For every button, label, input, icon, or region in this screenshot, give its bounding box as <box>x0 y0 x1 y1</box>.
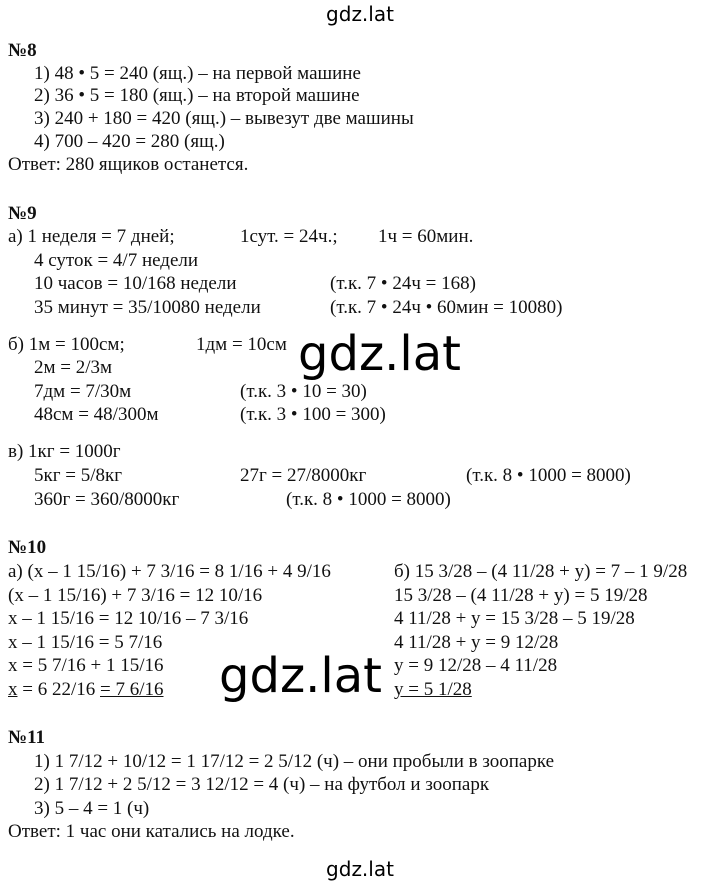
task9a-line1-c: 1ч = 60мин. <box>378 226 474 247</box>
task10b-line1: б) 15 3/28 – (4 11/28 + у) = 7 – 1 9/28 <box>394 561 688 582</box>
task10a-mid: = 6 22/16 <box>17 679 100 700</box>
task11-heading: №11 <box>8 727 46 748</box>
task9v-line3-b: (т.к. 8 • 1000 = 8000) <box>286 489 451 510</box>
task11-step-3: 3) 5 – 4 = 1 (ч) <box>34 798 150 819</box>
task10b-line6: у = 5 1/28 <box>394 679 472 700</box>
task10b-line2: 15 3/28 – (4 11/28 + у) = 5 19/28 <box>394 585 648 606</box>
task10b-line5: у = 9 12/28 – 4 11/28 <box>394 655 558 676</box>
watermark-middle-1: gdz.lat <box>298 326 461 382</box>
task9v-line2-b: 27г = 27/8000кг <box>240 465 367 486</box>
watermark-middle-2: gdz.lat <box>219 648 382 704</box>
task9v-line1: в) 1кг = 1000г <box>8 441 121 462</box>
task10a-line3: х – 1 15/16 = 12 10/16 – 7 3/16 <box>8 608 249 629</box>
task9b-line3-a: 7дм = 7/30м <box>34 381 132 402</box>
task8-step-4: 4) 700 – 420 = 280 (ящ.) <box>34 131 225 152</box>
task10a-line2: (х – 1 15/16) + 7 3/16 = 12 10/16 <box>8 585 263 606</box>
task9a-line4-b: (т.к. 7 • 24ч • 60мин = 10080) <box>330 297 563 318</box>
task9b-line2: 2м = 2/3м <box>34 357 113 378</box>
task9b-line3-b: (т.к. 3 • 10 = 30) <box>240 381 367 402</box>
task9-heading: №9 <box>8 203 37 224</box>
watermark-bottom: gdz.lat <box>326 857 394 881</box>
task9a-line3-a: 10 часов = 10/168 недели <box>34 273 237 294</box>
task9b-line4-b: (т.к. 3 • 100 = 300) <box>240 404 386 425</box>
task9v-line2-a: 5кг = 5/8кг <box>34 465 123 486</box>
task10a-line4: х – 1 15/16 = 5 7/16 <box>8 632 163 653</box>
task9b-line1-a: б) 1м = 100см; <box>8 334 125 355</box>
task10a-line1: а) (х – 1 15/16) + 7 3/16 = 8 1/16 + 4 9/16 <box>8 561 331 582</box>
task9a-line2: 4 суток = 4/7 недели <box>34 250 199 271</box>
task10b-line3: 4 11/28 + у = 15 3/28 – 5 19/28 <box>394 608 635 629</box>
task11-answer: Ответ: 1 час они катались на лодке. <box>8 821 295 842</box>
task10-heading: №10 <box>8 537 47 558</box>
task10a-line5: х = 5 7/16 + 1 15/16 <box>8 655 164 676</box>
task8-step-1: 1) 48 • 5 = 240 (ящ.) – на первой машине <box>34 63 361 84</box>
task9a-line3-b: (т.к. 7 • 24ч = 168) <box>330 273 476 294</box>
task11-step-1: 1) 1 7/12 + 10/12 = 1 17/12 = 2 5/12 (ч) – они пробыли в зоопарке <box>34 751 555 772</box>
task10b-line4: 4 11/28 + у = 9 12/28 <box>394 632 559 653</box>
task9v-line2-c: (т.к. 8 • 1000 = 8000) <box>466 465 631 486</box>
task9b-line1-b: 1дм = 10см <box>196 334 287 355</box>
task11-step-2: 2) 1 7/12 + 2 5/12 = 3 12/12 = 4 (ч) – на футбол и зоопарк <box>34 774 490 795</box>
task9a-line1-b: 1сут. = 24ч.; <box>240 226 338 247</box>
task9b-line4-a: 48см = 48/300м <box>34 404 159 425</box>
task9a-line4-a: 35 минут = 35/10080 недели <box>34 297 261 318</box>
task10a-answer: = 7 6/16 <box>100 679 164 700</box>
task8-answer: Ответ: 280 ящиков останется. <box>8 154 249 175</box>
task8-step-2: 2) 36 • 5 = 180 (ящ.) – на второй машине <box>34 85 360 106</box>
task8-step-3: 3) 240 + 180 = 420 (ящ.) – вывезут две машины <box>34 108 414 129</box>
task9a-line1-a: а) 1 неделя = 7 дней; <box>8 226 175 247</box>
task10a-line6 <box>8 679 164 701</box>
task9v-line3-a: 360г = 360/8000кг <box>34 489 180 510</box>
task10a-x-var: х <box>8 679 18 700</box>
watermark-top: gdz.lat <box>326 2 394 26</box>
task8-heading: №8 <box>8 40 37 61</box>
